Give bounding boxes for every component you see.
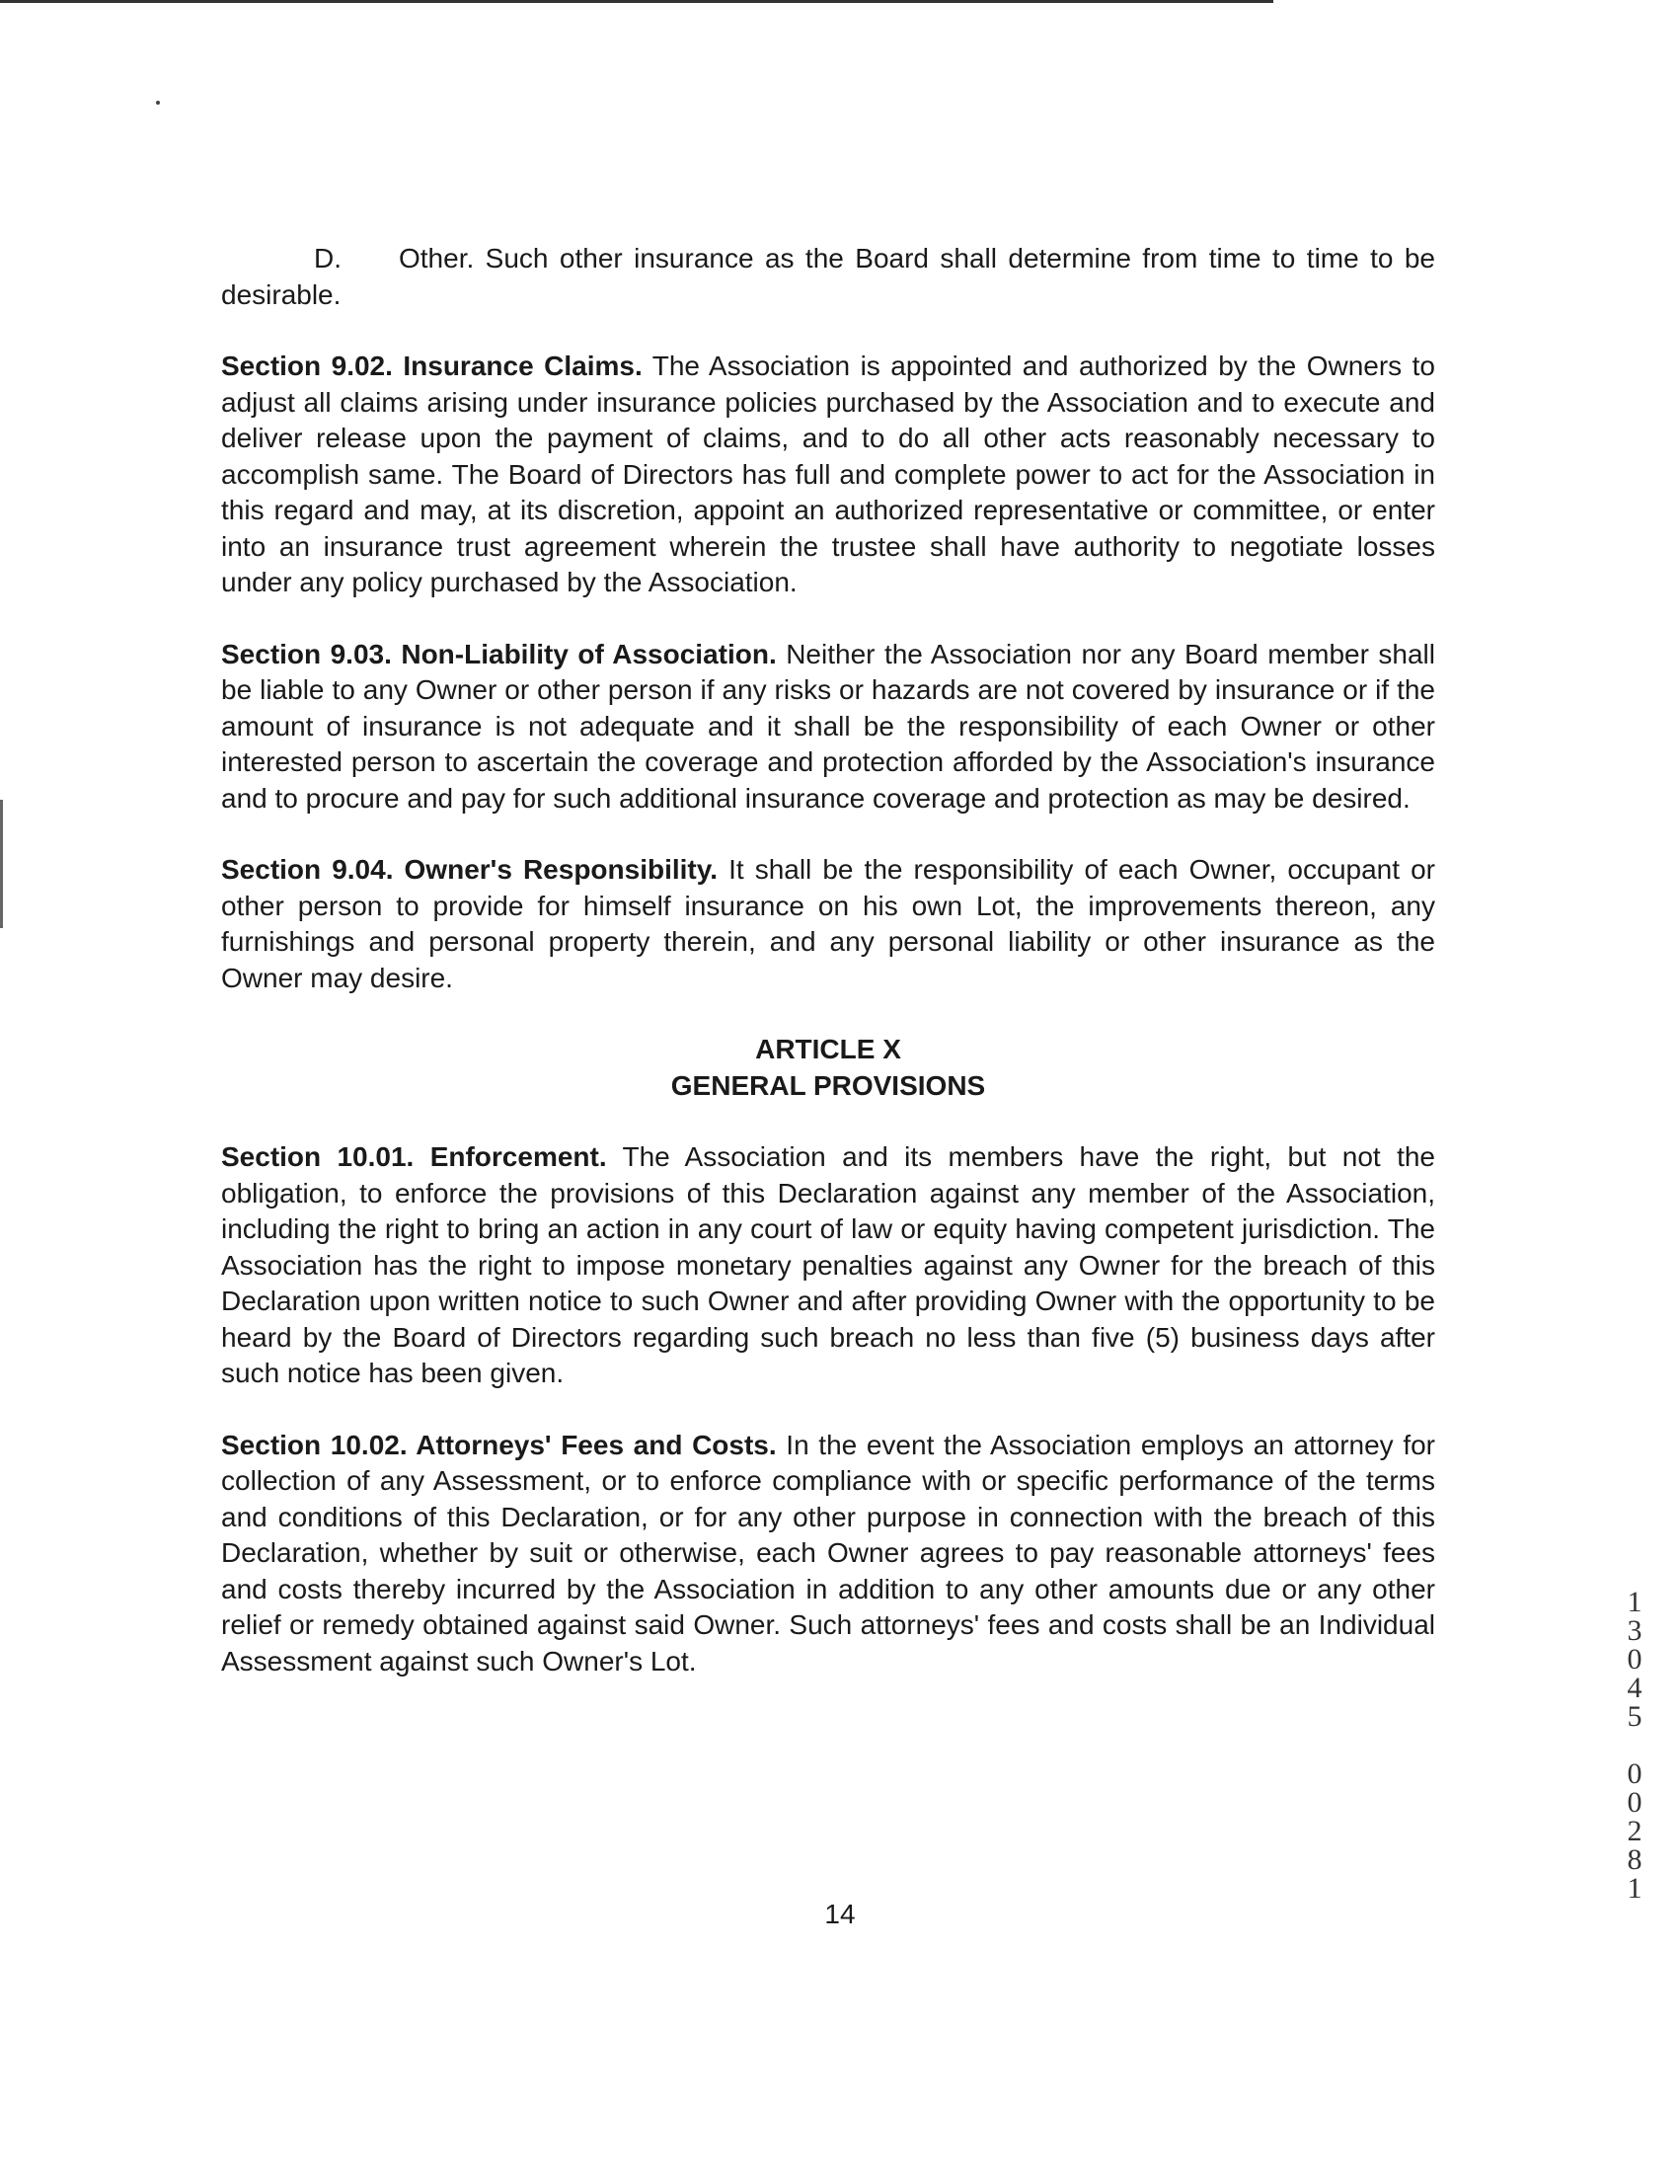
stamp-digit: 0 [1627, 1786, 1642, 1819]
stamp-digit: 1 [1627, 1872, 1642, 1905]
page-number: 14 [824, 1899, 856, 1929]
section-heading: Section 10.02. Attorneys' Fees and Costs. [221, 1429, 777, 1460]
section-text: It shall be the responsibility of each Owner, occupant or other person to provide for himself insurance on his own Lot, the improvements thereon, any furnishings and personal property therein, and any personal liability or other insurance as the Owner may desire. [221, 854, 1435, 993]
paragraph-item-d [221, 241, 1435, 313]
section-heading: Section 9.02. Insurance Claims. [221, 351, 643, 381]
section-heading: Section 10.01. Enforcement. [221, 1141, 607, 1172]
article-title: GENERAL PROVISIONS [670, 1069, 986, 1101]
section-9-03 [221, 637, 1435, 818]
section-heading: Section 9.04. Owner's Responsibility. [221, 854, 719, 885]
stamp-digit: 2 [1627, 1815, 1642, 1847]
section-text: In the event the Association employs an attorney for collection of any Assessment, or to enforce compliance with or specific performance of the terms and conditions of this Declaration, or for any other purpose in connection with the breach of this Declaration, whether by suit or otherwise, each Owner agrees to pay reasonable attorneys' fees and costs thereby incurred by the Association in addition to any other amounts due or any other relief or remedy obtained against said Owner. Such attorneys' fees and costs shall be an Individual Assessment against such Owner's Lot. [221, 1429, 1435, 1677]
item-d-text: Other. Such other insurance as the Board shall determine from time to time to be desirable. [221, 243, 1435, 310]
section-10-02 [221, 1428, 1435, 1680]
item-letter: D. [314, 243, 342, 273]
scan-speck [156, 101, 160, 105]
stamp-digit: 4 [1627, 1672, 1642, 1704]
stamp-digit: 3 [1627, 1614, 1642, 1647]
recording-stamp [1619, 1588, 1650, 1903]
stamp-digit: 1 [1627, 1586, 1642, 1618]
section-heading: Section 9.03. Non-Liability of Association. [221, 638, 777, 669]
section-text: The Association and its members have the right, but not the obligation, to enforce the provisions of this Declaration against any member of the Association, including the right to bring an action in any court of law or equity having competent jurisdiction. The Association has the right to impose monetary penalties against any Owner for the breach of this Declaration upon written notice to such Owner and after providing Owner with the opportunity to be heard by the Board of Directors regarding such breach no less than five (5) business days after such notice has been given. [221, 1141, 1435, 1388]
section-text: The Association is appointed and authorized by the Owners to adjust all claims arising under insurance policies purchased by the Association and to execute and deliver release upon the payment of claims, and to do all other acts reasonably necessary to accomplish same. The Board of Directors has full and complete power to act for the Association in this regard and may, at its discretion, appoint an authorized representative or committee, or enter into an insurance trust agreement wherein the trustee shall have authority to negotiate losses under any policy purchased by the Association. [221, 351, 1435, 597]
article-number: ARTICLE X [755, 1034, 901, 1064]
stamp-digit: 0 [1627, 1757, 1642, 1790]
section-9-04 [221, 852, 1435, 996]
section-10-01 [221, 1139, 1435, 1392]
section-text: Neither the Association nor any Board member shall be liable to any Owner or other person if any risks or hazards are not covered by insurance or if the amount of insurance is not adequate and it shall be the responsibility of each Owner or other interested person to ascertain the coverage and protection afforded by the Association's insurance and to procure and pay for such additional insurance coverage and protection as may be desired. [221, 638, 1435, 814]
section-9-02 [221, 349, 1435, 601]
stamp-digit: 5 [1627, 1700, 1642, 1733]
stamp-digit: 0 [1627, 1643, 1642, 1676]
stamp-digit: 8 [1627, 1843, 1642, 1876]
scan-left-edge [0, 800, 3, 928]
stamp-gap [1619, 1731, 1650, 1759]
document-body [221, 241, 1435, 1715]
article-heading [221, 1032, 1435, 1104]
scan-top-edge [0, 0, 1273, 3]
